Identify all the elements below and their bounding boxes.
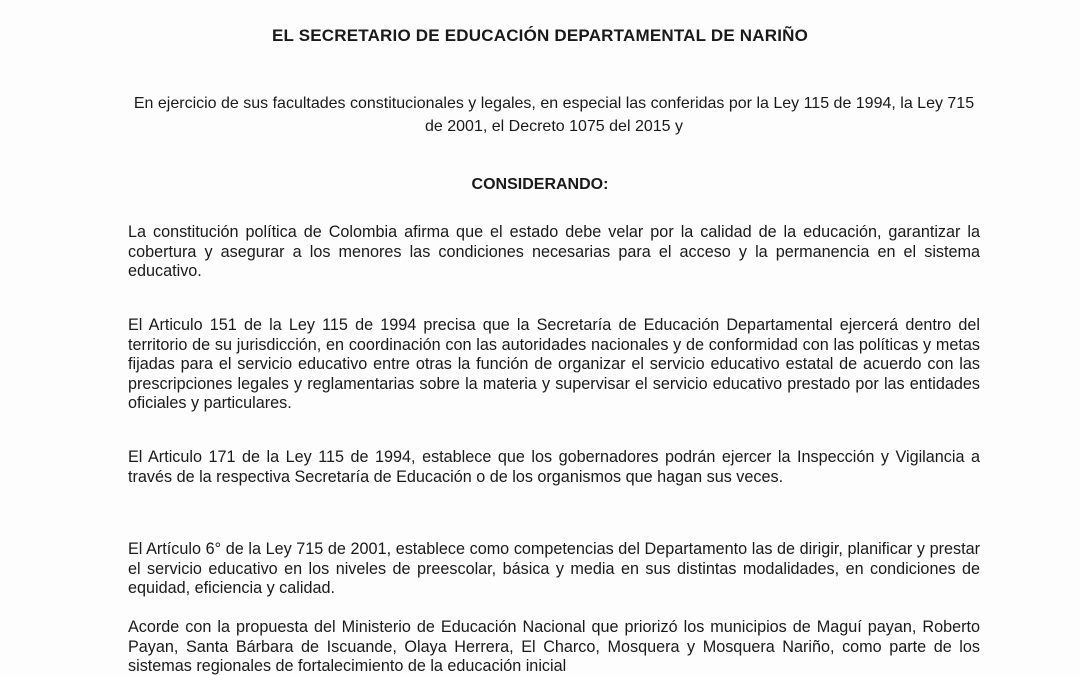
paragraph-article-171: El Articulo 171 de la Ley 115 de 1994, establece que los gobernadores podrán ejercer la Inspección y Vigilancia a través de la respectiva Secretaría de Educación o de los organismos que hagan sus veces. [128,448,980,486]
intro-paragraph: En ejercicio de sus facultades constitucionales y legales, en especial las conferidas por la Ley 115 de 1994, la Ley 715 de 2001, el Decreto 1075 del 2015 y [133,95,975,135]
paragraph-article-151: El Articulo 151 de la Ley 115 de 1994 precisa que la Secretaría de Educación Departamental ejercerá dentro del territorio de su jurisdicción, en coordinación con las autoridades nacionales y de conformidad con las políticas y metas fijadas para el servicio educativo entre otras la función de organizar el servicio educativo estatal de acuerdo con las prescripciones legales y reglamentarias sobre la materia y supervisar el servicio educativo prestado por las entidades oficiales y particulares. [128,316,980,413]
paragraph-constitution: La constitución política de Colombia afirma que el estado debe velar por la calidad de la educación, garantizar la cobertura y asegurar a los menores las condiciones necesarias para el acceso y la permanencia en el sistema educativo. [128,223,980,281]
considerando-heading: CONSIDERANDO: [471,176,609,193]
paragraph-ministry-proposal: Acorde con la propuesta del Ministerio de Educación Nacional que priorizó los municipios de Maguí payan, Roberto Payan, Santa Bárbara de Iscuande, Olaya Herrera, El Charco, Mosquera y Mosquera Nariño, como parte de los sistemas regionales de fortalecimiento de la educación inicial [128,618,980,675]
document-title: EL SECRETARIO DE EDUCACIÓN DEPARTAMENTAL DE NARIÑO [271,26,809,45]
paragraph-article-6: El Artículo 6° de la Ley 715 de 2001, establece como competencias del Departamento las de dirigir, planificar y prestar el servicio educativo en los niveles de preescolar, básica y media en sus distintas modalidades, en condiciones de equidad, eficiencia y calidad. [128,540,980,598]
